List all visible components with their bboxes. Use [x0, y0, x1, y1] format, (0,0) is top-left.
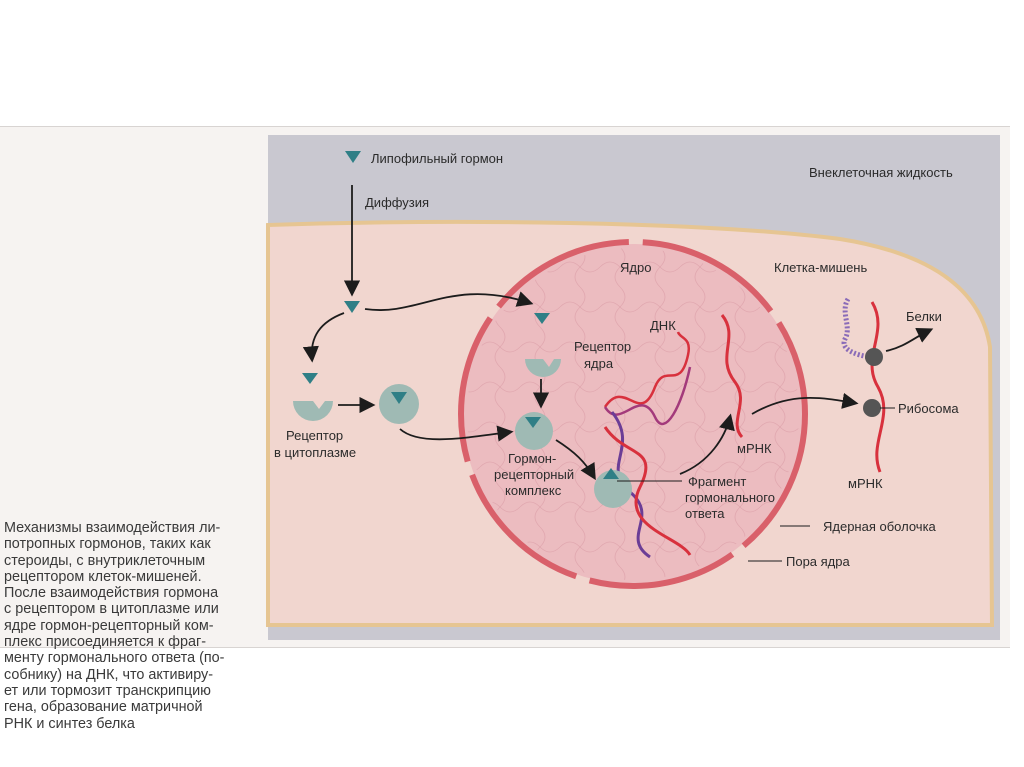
label-target-cell: Клетка-мишень [774, 260, 868, 275]
caption-line: После взаимодействия гормона [4, 585, 219, 602]
nucleus-mesh [467, 248, 799, 580]
label-complex-2: рецепторный [494, 467, 575, 482]
caption-line: рецептором клеток-мишеней. [4, 568, 202, 585]
caption-line: гена, образование матричной [4, 699, 203, 716]
label-dna: ДНК [650, 318, 676, 333]
label-nuclear-pore: Пора ядра [786, 554, 850, 569]
caption-line: плекс присоединяется к фраг- [4, 634, 207, 651]
label-complex-3: комплекс [505, 483, 562, 498]
label-nuclear-mrna: мРНК [737, 441, 772, 456]
caption-line: РНК и синтез белка [4, 715, 135, 732]
label-complex: Гормон- [508, 451, 557, 466]
slide-figure [0, 126, 1010, 732]
label-nucleus: Ядро [620, 260, 652, 275]
label-fragment-3: ответа [685, 506, 725, 521]
caption-line: собнику) на ДНК, что активиру- [4, 666, 214, 683]
caption-line: менту гормонального ответа (по- [4, 650, 225, 667]
ribosome-upper [865, 348, 883, 366]
label-lipophilic-hormone: Липофильный гормон [371, 151, 504, 166]
label-ribosome: Рибосома [898, 401, 959, 416]
hormone-receptor-cytoplasm-complex [379, 384, 419, 424]
label-nuclear-receptor-2: ядра [584, 356, 614, 371]
label-fragment-2: гормонального [685, 490, 775, 505]
label-proteins: Белки [906, 309, 942, 324]
label-diffusion: Диффузия [365, 195, 430, 210]
hormone-receptor-complex [515, 412, 553, 450]
ribosome-lower [863, 399, 881, 417]
caption-line: ет или тормозит транскрипцию [4, 682, 211, 699]
label-cytoplasm-mrna: мРНК [848, 476, 883, 491]
label-cytoplasm-receptor-2: в цитоплазме [274, 445, 357, 460]
label-nuclear-envelope: Ядерная оболочка [823, 519, 936, 534]
label-fragment: Фрагмент [688, 474, 747, 489]
caption-line: с рецептором в цитоплазме или [4, 601, 219, 618]
label-nuclear-receptor: Рецептор [574, 339, 632, 354]
caption-line: Механизмы взаимодействия ли- [4, 520, 221, 536]
label-cytoplasm-receptor: Рецептор [286, 428, 344, 443]
caption-line: потропных гормонов, таких как [4, 536, 211, 553]
caption-line: стероиды, с внутриклеточным [4, 552, 206, 569]
label-extracellular-fluid: Внеклеточная жидкость [809, 165, 953, 180]
caption-line: ядре гормон-рецепторный ком- [4, 617, 214, 634]
hormone-mechanism-diagram [0, 127, 1010, 647]
